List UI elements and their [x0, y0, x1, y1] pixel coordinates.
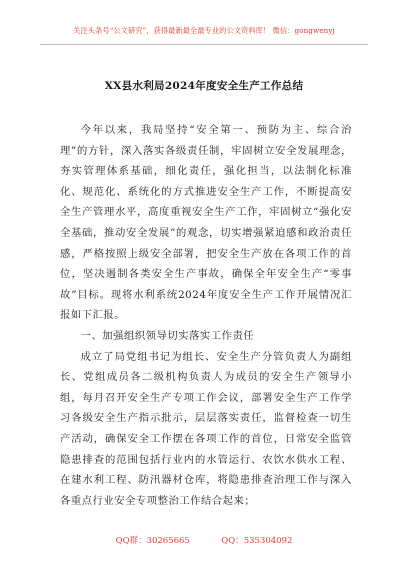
header-divider [40, 44, 368, 45]
section-paragraph: 成立了局党组书记为组长、安全生产分管负责人为副组长、党组成员各二级机构负责人为成员的安全生产领导小组，每月召开安全生产专项工作会议，部署安全生产工作学习各级安全生产指示批示，层层落实责任，监督检查一切生产活动，确保安全工作摆在各项工作的首位，日常安全监管隐患排查的范围包括行业内的水管运行、农饮水供水工程、在建水利工程、防汛器材仓库，将隐患排查治理工作与深入各重点行业安全专项整治工作结合起来； [60, 350, 352, 507]
footer-qq-group-label: QQ群： [115, 536, 147, 546]
section-heading: 一、加强组织领导切实落实工作责任 [80, 329, 255, 342]
header-promo-banner [0, 26, 408, 36]
footer-qq-label: QQ： [221, 536, 244, 546]
document-body [60, 120, 352, 511]
footer-qq-number: 535304092 [243, 536, 293, 546]
document-title: XX县水利局2024年度安全生产工作总结 [104, 80, 304, 92]
header-promo-text: 关注头条号“公文研究”，获得最新最全最专业的公文资料库！ 微信：gongwenyj [73, 26, 335, 35]
footer-contact [0, 534, 408, 546]
footer-qq-group-number: 30265665 [146, 536, 190, 546]
intro-paragraph: 今年以来，我局坚持“安全第一、预防为主、综合治理”的方针，深入落实各级责任制，牢固树立安全发展理念，夯实管理体系基础，细化责任，强化担当，以法制化标准化、规范化、系统化的方式推进安全生产工作，不断提高安全生产管理水平，高度重视安全生产工作，牢固树立“强化安全基础，推动安全发展”的观念，切实增强紧迫感和政治责任感，严格按照上级安全部署，把安全生产放在各项工作的首位，坚决遏制各类安全生产事故，确保全年安全生产“零事故”目标。现将水利系统2024年度安全生产工作开展情况汇报如下汇报。 [60, 124, 352, 322]
